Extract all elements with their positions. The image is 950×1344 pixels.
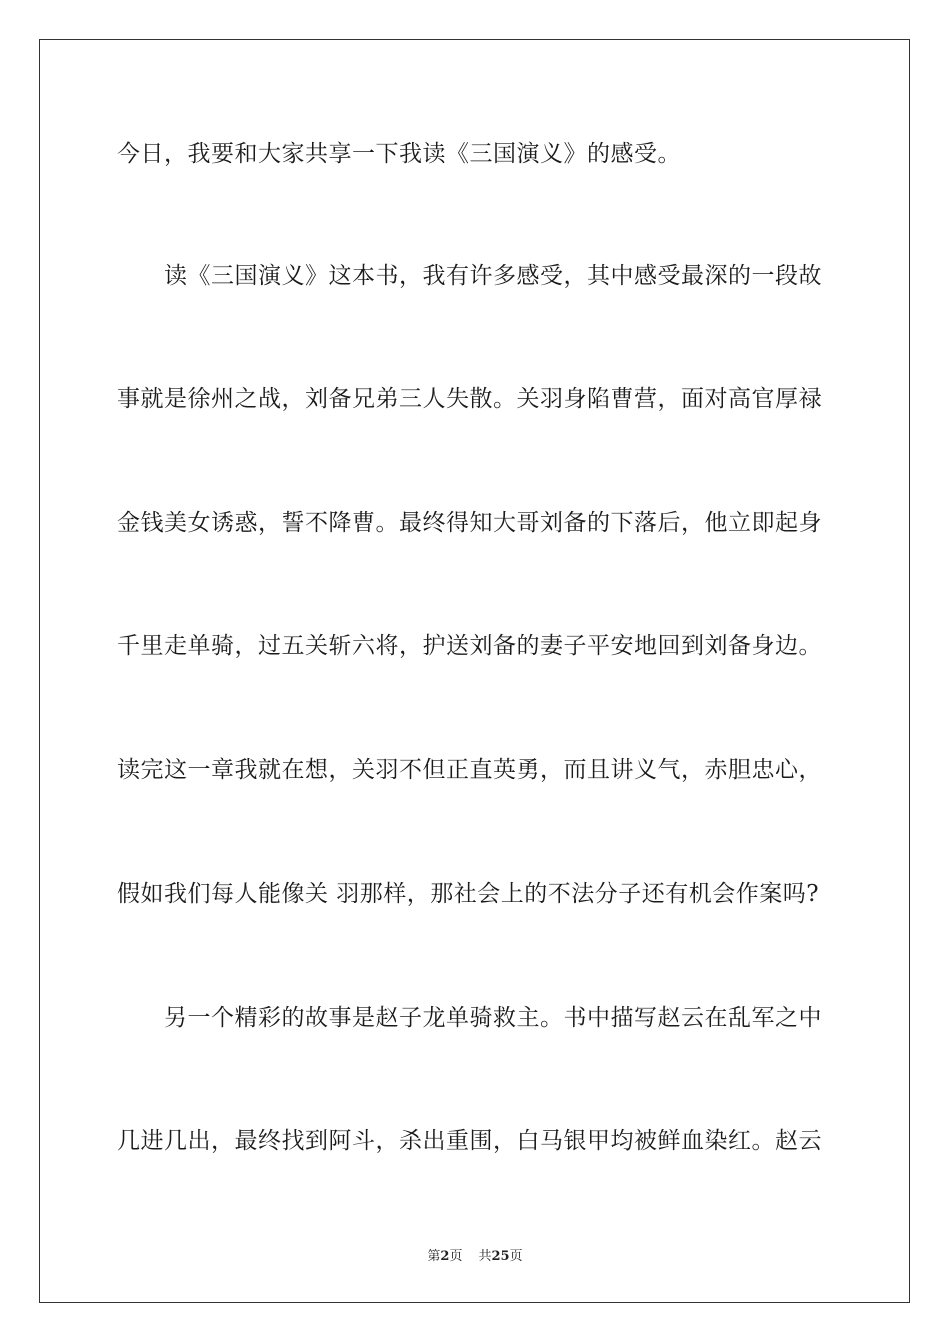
total-pages: 25 bbox=[491, 1249, 510, 1264]
paragraph-line-4: 金钱美女诱惑，誓不降曹。最终得知大哥刘备的下落后，他立即起身 bbox=[117, 510, 822, 536]
page-number: 2 bbox=[440, 1249, 450, 1264]
page-prefix: 第 bbox=[427, 1249, 441, 1264]
page-footer bbox=[0, 1248, 950, 1266]
page-border bbox=[39, 39, 910, 1303]
paragraph-line-9: 几进几出，最终找到阿斗，杀出重围，白马银甲均被鲜血染红。赵云 bbox=[117, 1128, 822, 1154]
paragraph-line-7: 假如我们每人能像关 羽那样，那社会上的不法分子还有机会作案吗? bbox=[117, 881, 820, 907]
page-suffix: 页 bbox=[449, 1249, 463, 1264]
paragraph-line-2: 读《三国演义》这本书，我有许多感受，其中感受最深的一段故 bbox=[164, 263, 822, 289]
total-prefix: 共 bbox=[478, 1249, 492, 1264]
paragraph-line-1: 今日，我要和大家共享一下我读《三国演义》的感受。 bbox=[117, 141, 681, 167]
total-suffix: 页 bbox=[509, 1249, 523, 1264]
paragraph-line-8: 另一个精彩的故事是赵子龙单骑救主。书中描写赵云在乱军之中 bbox=[164, 1005, 822, 1031]
paragraph-line-5: 千里走单骑，过五关斩六将，护送刘备的妻子平安地回到刘备身边。 bbox=[117, 633, 822, 659]
paragraph-line-3: 事就是徐州之战，刘备兄弟三人失散。关羽身陷曹营，面对高官厚禄 bbox=[117, 386, 822, 412]
paragraph-line-6: 读完这一章我就在想，关羽不但正直英勇，而且讲义气，赤胆忠心， bbox=[117, 757, 822, 783]
